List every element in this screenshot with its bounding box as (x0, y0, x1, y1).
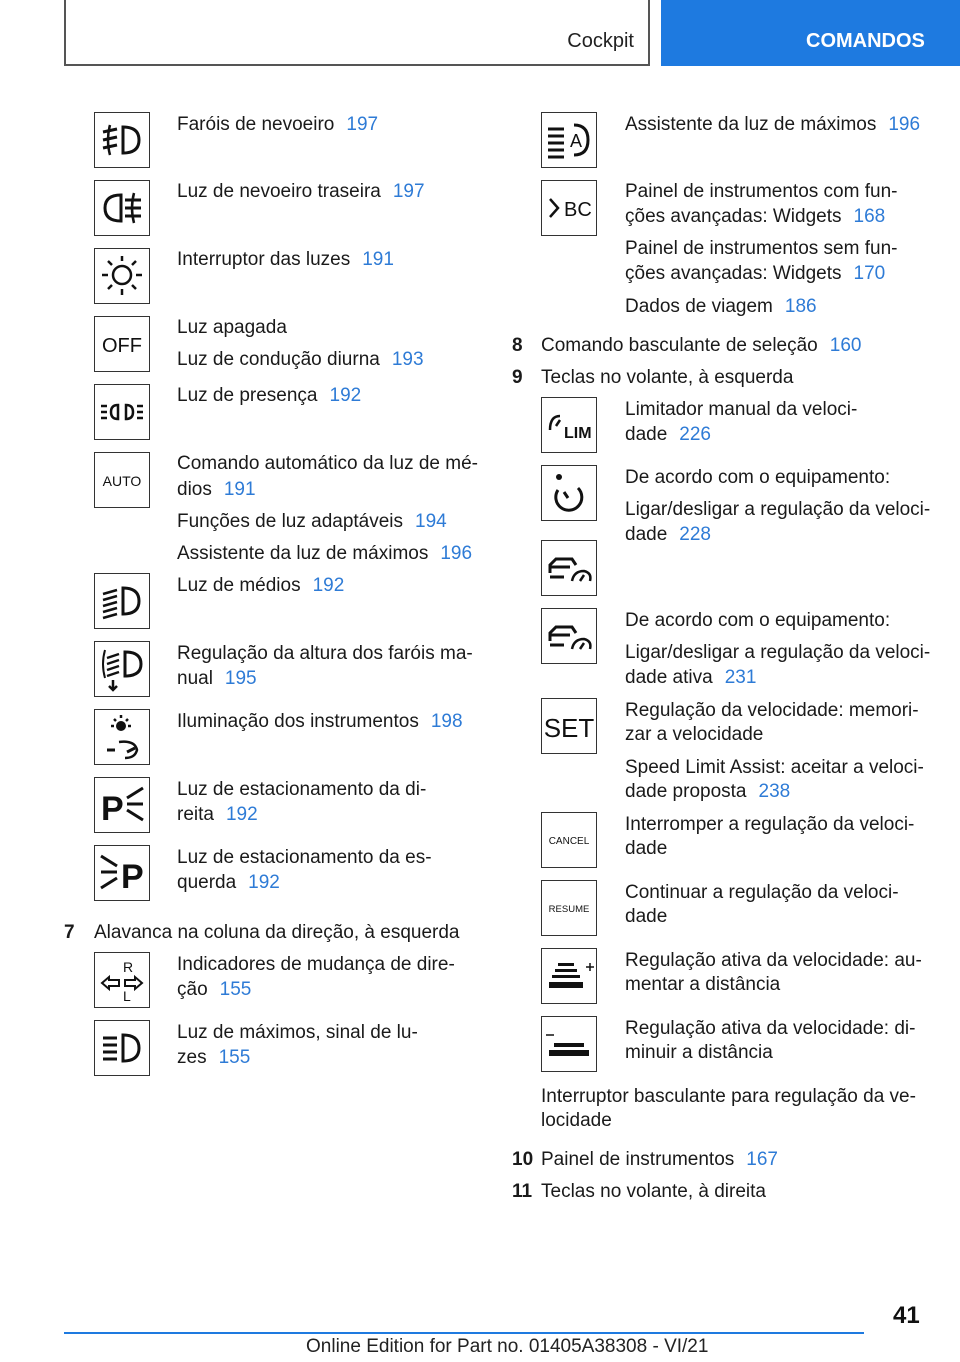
entry-text: dade (625, 906, 668, 927)
entry-lights-off (177, 315, 287, 341)
off-label: OFF (102, 335, 142, 357)
header-section-tab (64, 0, 650, 66)
entry-text: Ligar/desligar a regulação da veloci- (625, 499, 931, 520)
entry-text: Luz de estacionamento da es- (177, 847, 432, 868)
page-ref-link[interactable]: 197 (392, 181, 425, 202)
entry-text: Speed Limit Assist: aceitar a veloci- (625, 757, 924, 778)
entry-widgets-4 (625, 261, 885, 287)
entry-distance-decrease-2 (625, 1040, 773, 1066)
high-beam-assist-icon (541, 112, 597, 168)
entry-text: mentar a distância (625, 974, 781, 995)
entry-parking-right-2 (177, 802, 258, 828)
entry-auto-lowbeam-2 (177, 477, 256, 503)
entry-cruise-2 (625, 522, 711, 548)
page-ref-link[interactable]: 170 (853, 263, 886, 284)
entry-text: dade (625, 424, 668, 445)
distance-increase-icon (541, 948, 597, 1004)
entry-trip-data (625, 294, 817, 320)
entry-text: minuir a distância (625, 1042, 773, 1063)
entry-parking-left-1 (177, 845, 432, 871)
entry-text: reita (177, 804, 214, 825)
entry-low-beam (177, 573, 344, 599)
entry-light-switch (177, 247, 394, 273)
instrument-lighting-icon (94, 709, 150, 765)
page-ref-link[interactable]: 197 (346, 114, 379, 135)
bc-label: BC (564, 199, 592, 221)
entry-text: dade (625, 524, 668, 545)
page-ref-link[interactable]: 168 (853, 206, 886, 227)
rocker-switch-text-2: locidade (541, 1110, 612, 1131)
entry-high-beam-1 (177, 1020, 418, 1046)
entry-high-beam-assist (625, 112, 920, 138)
entry-text: De acordo com o equipamento: (625, 610, 891, 631)
entry-adaptive-light (177, 509, 447, 535)
resume-icon (541, 880, 597, 936)
entry-cancel-1 (625, 812, 914, 838)
page-ref-link[interactable]: 186 (784, 296, 817, 317)
entry-parking-left-2 (177, 870, 280, 896)
entry-auto-lowbeam-1 (177, 451, 478, 477)
page-ref-link[interactable]: 192 (329, 385, 362, 406)
item-10-text (541, 1147, 778, 1173)
entry-high-beam-2 (177, 1045, 250, 1071)
page-ref-link[interactable]: 231 (724, 667, 757, 688)
high-beam-icon (94, 1020, 150, 1076)
entry-text: Funções de luz adaptáveis (177, 511, 404, 532)
entry-text: Faróis de nevoeiro (177, 114, 335, 135)
entry-resume-1 (625, 880, 899, 906)
entry-text: Regulação ativa da velocidade: au- (625, 950, 922, 971)
item-number: 7 (64, 922, 75, 943)
entry-text: Luz de presença (177, 385, 318, 406)
entry-text: ções avançadas: Widgets (625, 263, 842, 284)
entry-text: Luz de máximos, sinal de lu- (177, 1022, 418, 1043)
item-11-text: Teclas no volante, à direita (541, 1181, 766, 1202)
front-fog-light-icon (94, 112, 150, 168)
set-label: SET (544, 713, 594, 743)
page-ref-link[interactable]: 192 (248, 872, 280, 893)
entry-daytime-running (177, 347, 424, 373)
page-ref-link[interactable]: 192 (225, 804, 258, 825)
turn-indicator-icon (94, 952, 150, 1008)
entry-front-fog-lights (177, 112, 378, 138)
entry-widgets-1 (625, 179, 897, 205)
p-label: P (101, 790, 124, 828)
rear-fog-light-icon (94, 180, 150, 236)
page-ref-link[interactable]: 193 (391, 349, 424, 370)
item-8-text (541, 333, 861, 359)
item-9-text: Teclas no volante, à esquerda (541, 367, 794, 388)
entry-text: Luz de condução diurna (177, 349, 380, 370)
page-ref-link[interactable]: 167 (746, 1149, 778, 1170)
entry-text: Assistente da luz de máximos (177, 543, 429, 564)
page-ref-link[interactable]: 238 (758, 781, 791, 802)
header-chapter-tab (661, 0, 960, 66)
entry-turn-indicator-1 (177, 952, 455, 978)
entry-text: Dados de viagem (625, 296, 773, 317)
speed-limiter-icon (541, 397, 597, 453)
lights-off-icon (94, 316, 150, 372)
entry-text: Comando automático da luz de mé- (177, 453, 478, 474)
cancel-icon (541, 812, 597, 868)
entry-text: dios (177, 479, 212, 500)
page-ref-link[interactable]: 191 (223, 479, 256, 500)
page-ref-link[interactable]: 155 (218, 1047, 251, 1068)
entry-text: Regulação da velocidade: memori- (625, 700, 919, 721)
footer-divider (64, 1332, 864, 1334)
car-distance-icon (541, 540, 597, 596)
entry-text: Assistente da luz de máximos (625, 114, 877, 135)
entry-text: Luz de nevoeiro traseira (177, 181, 381, 202)
p-label: P (121, 858, 144, 896)
entry-text: ções avançadas: Widgets (625, 206, 842, 227)
page-ref-link[interactable]: 160 (829, 335, 862, 356)
page-ref-link[interactable]: 155 (219, 979, 252, 1000)
entry-widgets-3 (625, 236, 897, 262)
entry-equipment-1 (625, 465, 890, 491)
auto-label: AUTO (102, 473, 142, 489)
parking-light-icon (94, 384, 150, 440)
entry-cruise-1 (625, 497, 930, 523)
onboard-computer-icon (541, 180, 597, 236)
entry-parking-right-1 (177, 777, 426, 803)
entry-distance-increase-2 (625, 972, 780, 998)
r-label: R (123, 959, 134, 975)
entry-widgets-2 (625, 204, 885, 230)
page-ref-link[interactable]: 196 (888, 114, 921, 135)
distance-decrease-icon (541, 1016, 597, 1072)
entry-distance-increase-1 (625, 948, 922, 974)
footer-edition: Online Edition for Part no. 01405A38308 - VI/21 (306, 1336, 709, 1357)
entry-headlight-range-2 (177, 666, 257, 692)
entry-text: Painel de instrumentos sem fun- (625, 238, 898, 259)
low-beam-icon (94, 573, 150, 629)
page-number: 41 (893, 1302, 920, 1329)
page-ref-link[interactable]: 226 (679, 424, 711, 445)
entry-active-cruise-2 (625, 665, 756, 691)
entry-text: nual (177, 668, 213, 689)
entry-limiter-1 (625, 397, 857, 423)
auto-headlight-icon (94, 452, 150, 508)
item-number: 8 (512, 335, 523, 356)
header-chapter-label: COMANDOS (806, 30, 925, 52)
parking-light-left-icon (94, 845, 150, 901)
entry-text: Regulação da altura dos faróis ma- (177, 643, 473, 664)
rocker-switch-text-1: Interruptor basculante para regulação da ve- (541, 1086, 916, 1107)
l-label: L (123, 988, 131, 1004)
item-number: 10 (512, 1149, 534, 1170)
set-speed-icon (541, 698, 597, 754)
page-ref-link[interactable]: 192 (312, 575, 345, 596)
item-number: 9 (512, 367, 523, 388)
parking-light-right-icon (94, 777, 150, 833)
active-cruise-icon (541, 608, 597, 664)
light-switch-icon (94, 248, 150, 304)
entry-rear-fog-light (177, 179, 425, 205)
page-ref-link[interactable]: 191 (362, 249, 394, 270)
page-ref-link[interactable]: 195 (224, 668, 257, 689)
entry-set-1 (625, 698, 919, 724)
entry-text: dade proposta (625, 781, 747, 802)
entry-text: dade (625, 838, 668, 859)
page-ref-link[interactable]: 194 (415, 511, 447, 532)
a-label: A (570, 131, 583, 151)
page-ref-link[interactable]: 198 (430, 711, 463, 732)
entry-text: ção (177, 979, 208, 1000)
entry-text: Luz apagada (177, 317, 287, 338)
entry-text: Painel de instrumentos com fun- (625, 181, 898, 202)
entry-set-3 (625, 755, 924, 781)
entry-text: Interromper a regulação da veloci- (625, 814, 915, 835)
entry-text: De acordo com o equipamento: (625, 467, 891, 488)
headlight-range-icon (94, 641, 150, 697)
cancel-label: CANCEL (548, 836, 590, 847)
entry-turn-indicator-2 (177, 977, 251, 1003)
entry-text: Comando basculante de seleção (541, 335, 818, 356)
entry-text: Limitador manual da veloci- (625, 399, 858, 420)
entry-text: Iluminação dos instrumentos (177, 711, 419, 732)
header-section-label: Cockpit (567, 30, 634, 52)
entry-text: Painel de instrumentos (541, 1149, 735, 1170)
item-number: 11 (512, 1181, 533, 1202)
entry-set-2 (625, 722, 763, 748)
entry-text: Regulação ativa da velocidade: di- (625, 1018, 916, 1039)
entry-text: zes (177, 1047, 207, 1068)
entry-text: dade ativa (625, 667, 713, 688)
entry-text: Interruptor das luzes (177, 249, 351, 270)
entry-text: Luz de estacionamento da di- (177, 779, 427, 800)
entry-text: querda (177, 872, 237, 893)
lim-label: LIM (564, 425, 592, 442)
entry-parking-light (177, 383, 361, 409)
entry-high-beam-assist (177, 541, 472, 567)
entry-text: Continuar a regulação da veloci- (625, 882, 899, 903)
entry-text: Luz de médios (177, 575, 301, 596)
entry-set-4 (625, 779, 790, 805)
entry-headlight-range-1 (177, 641, 473, 667)
page-ref-link[interactable]: 228 (679, 524, 711, 545)
entry-text: Ligar/desligar a regulação da veloci- (625, 642, 931, 663)
entry-resume-2 (625, 904, 667, 930)
entry-active-cruise-1 (625, 640, 930, 666)
entry-equipment-2 (625, 608, 890, 634)
entry-instrument-lighting (177, 709, 463, 735)
entry-text: Indicadores de mudança de dire- (177, 954, 455, 975)
page-ref-link[interactable]: 196 (440, 543, 473, 564)
entry-cancel-2 (625, 836, 667, 862)
entry-distance-decrease-1 (625, 1016, 915, 1042)
resume-label: RESUME (548, 904, 590, 915)
entry-limiter-2 (625, 422, 711, 448)
item-7-text: Alavanca na coluna da direção, à esquerda (94, 922, 460, 943)
entry-text: zar a velocidade (625, 724, 764, 745)
cruise-control-icon (541, 465, 597, 521)
